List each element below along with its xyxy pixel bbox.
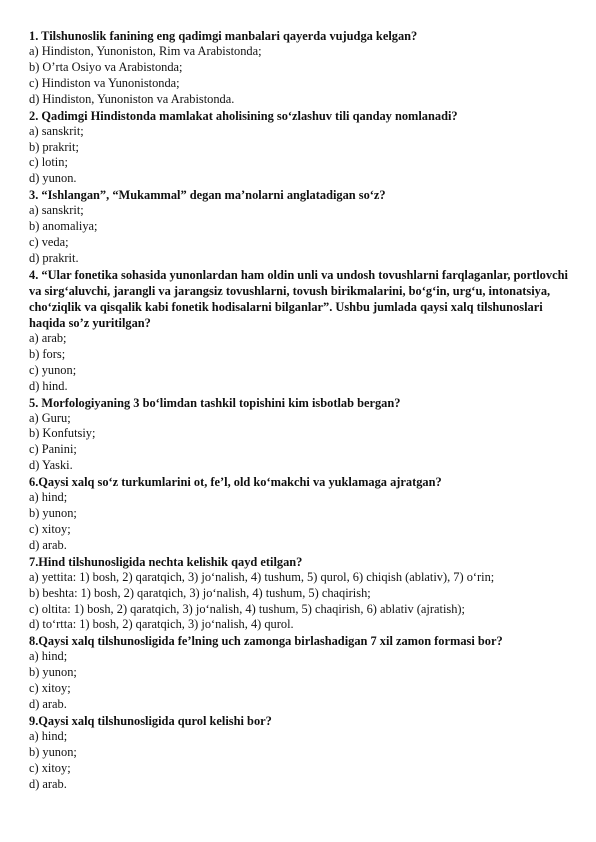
question-block-9 bbox=[29, 713, 579, 793]
question-block-8 bbox=[29, 633, 579, 713]
answer-option: a) sanskrit; bbox=[29, 203, 84, 218]
answer-option: c) Hindiston va Yunonistonda; bbox=[29, 75, 180, 90]
answer-option: c) lotin; bbox=[29, 155, 68, 170]
question-text: 8.Qaysi xalq tilshunosligida fe’lning uch zamonga birlashadigan 7 xil zamon formasi bor? bbox=[29, 634, 503, 649]
question-block-1 bbox=[29, 28, 579, 108]
answer-option: d) Hindiston, Yunoniston va Arabistonda. bbox=[29, 91, 235, 106]
question-block-5 bbox=[29, 395, 579, 475]
answer-option: c) xitoy; bbox=[29, 681, 71, 696]
answer-option: b) fors; bbox=[29, 346, 66, 361]
answer-option: d) Yaski. bbox=[29, 458, 73, 473]
test-document bbox=[29, 28, 579, 793]
answer-option: a) hind; bbox=[29, 490, 68, 505]
question-text: 3. “Ishlangan”, “Mukammal” degan ma’nolarni anglatadigan so‘z? bbox=[29, 188, 386, 203]
answer-option: b) anomaliya; bbox=[29, 219, 98, 234]
question-text: 2. Qadimgi Hindistonda mamlakat aholisining so‘zlashuv tili qanday nomlanadi? bbox=[29, 108, 458, 123]
question-block-3 bbox=[29, 187, 579, 267]
answer-option: c) xitoy; bbox=[29, 760, 71, 775]
question-text: 1. Tilshunoslik fanining eng qadimgi manbalari qayerda vujudga kelgan? bbox=[29, 29, 418, 43]
answer-option: a) arab; bbox=[29, 330, 67, 345]
answer-option: c) Panini; bbox=[29, 442, 77, 457]
answer-option: a) Hindiston, Yunoniston, Rim va Arabistonda; bbox=[29, 44, 262, 58]
answer-option: d) yunon. bbox=[29, 171, 77, 186]
question-block-7 bbox=[29, 554, 579, 634]
answer-option: b) O’rta Osiyo va Arabistonda; bbox=[29, 59, 183, 74]
question-text: 6.Qaysi xalq so‘z turkumlarini ot, fe’l, old ko‘makchi va yuklamaga ajratgan? bbox=[29, 475, 442, 490]
answer-option: b) yunon; bbox=[29, 665, 77, 680]
answer-option: a) hind; bbox=[29, 729, 68, 743]
answer-option: c) xitoy; bbox=[29, 521, 71, 536]
answer-option: b) yunon; bbox=[29, 744, 77, 759]
answer-option: d) hind. bbox=[29, 378, 68, 393]
answer-option: a) Guru; bbox=[29, 410, 71, 425]
question-block-4 bbox=[29, 267, 579, 395]
question-text: 5. Morfologiyaning 3 bo‘limdan tashkil topishini kim isbotlab bergan? bbox=[29, 395, 401, 410]
question-block-2 bbox=[29, 108, 579, 188]
answer-option: c) yunon; bbox=[29, 362, 77, 377]
answer-option: c) oltita: 1) bosh, 2) qaratqich, 3) jo‘nalish, 4) tushum, 5) chaqirish, 6) ablativ (ajratish); bbox=[29, 601, 465, 616]
answer-option: d) prakrit. bbox=[29, 250, 79, 265]
answer-option: b) yunon; bbox=[29, 506, 77, 521]
answer-option: b) Konfutsiy; bbox=[29, 426, 96, 441]
answer-option: a) yettita: 1) bosh, 2) qaratqich, 3) jo‘nalish, 4) tushum, 5) qurol, 6) chiqish (ablativ), 7) o‘rin; bbox=[29, 569, 495, 584]
answer-option: d) to‘rtta: 1) bosh, 2) qaratqich, 3) jo‘nalish, 4) qurol. bbox=[29, 617, 294, 632]
question-block-6 bbox=[29, 474, 579, 554]
answer-option: d) arab. bbox=[29, 697, 67, 712]
answer-option: a) sanskrit; bbox=[29, 123, 84, 138]
answer-option: d) arab. bbox=[29, 776, 67, 791]
question-list bbox=[29, 28, 579, 793]
answer-option: b) prakrit; bbox=[29, 139, 79, 154]
answer-option: c) veda; bbox=[29, 235, 69, 250]
question-text: 9.Qaysi xalq tilshunosligida qurol kelishi bor? bbox=[29, 714, 272, 728]
question-text: 4. “Ular fonetika sohasida yunonlardan ham oldin unli va undosh tovushlarni farqlaganlar, portlovchi va sirg‘aluvchi, jarangli va jarangsiz tovushlarni, tovush birikmalarini, bo‘g‘in, urg‘u, intonatsiya, cho‘ziqlik va qisqalik kabi fonetik hodisalarni bilganlar”. Ushbu jumlada qaysi xalq tilshunoslari haqida so’z yuritilgan? bbox=[29, 267, 568, 330]
answer-option: b) beshta: 1) bosh, 2) qaratqich, 3) jo‘nalish, 4) tushum, 5) chaqirish; bbox=[29, 585, 371, 600]
answer-option: d) arab. bbox=[29, 537, 67, 552]
question-text: 7.Hind tilshunosligida nechta kelishik qayd etilgan? bbox=[29, 554, 303, 569]
answer-option: a) hind; bbox=[29, 649, 68, 664]
